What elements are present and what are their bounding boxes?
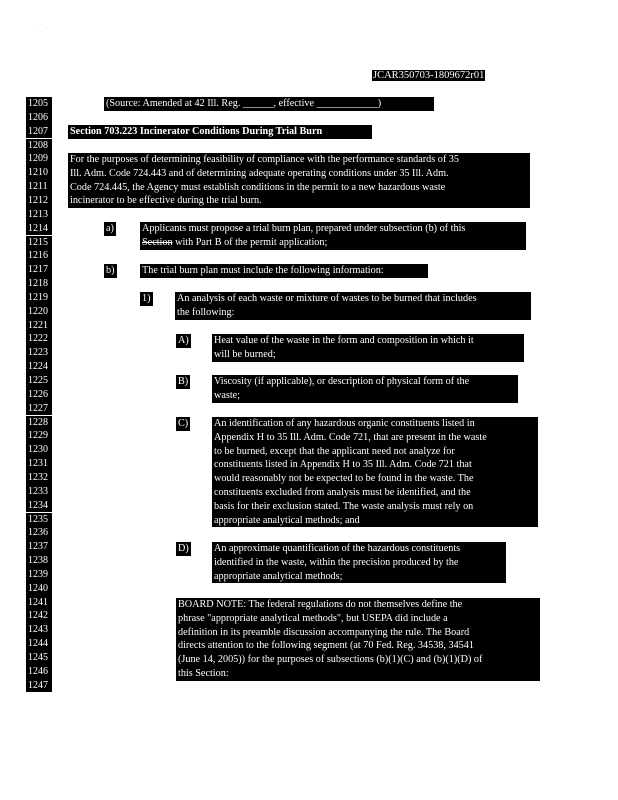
board-note (176, 598, 540, 681)
corner-marks: ' ' (34, 27, 49, 33)
line-number: 1222 (26, 332, 52, 346)
line-number: 1245 (26, 651, 52, 665)
item-b-label: b) (106, 265, 115, 276)
board-note-line: definition in its preamble discussion accompanying the rule. The Board (178, 626, 470, 638)
intro-line: Ill. Adm. Code 724.443 and of determining adequate operating conditions under 35 Ill. Adm. (70, 167, 449, 179)
item-C-line: basis for their exclusion stated. The waste analysis must rely on (214, 500, 474, 512)
item-1-line: An analysis of each waste or mixture of wastes to be burned that includes (177, 293, 477, 304)
line-number: 1240 (26, 582, 52, 596)
line-number: 1217 (26, 263, 52, 277)
item-C-line: would reasonably not be expected to be found in the waste. The (214, 473, 474, 485)
line-number: 1236 (26, 526, 52, 540)
line-number: 1213 (26, 208, 52, 222)
line-number: 1233 (26, 485, 52, 499)
line-number: 1228 (26, 416, 52, 430)
item-1-text (175, 292, 531, 320)
line-number: 1239 (26, 568, 52, 582)
line-number: 1227 (26, 402, 52, 416)
item-A-label: A) (178, 335, 189, 346)
item-C-line: appropriate analytical methods; and (214, 514, 360, 526)
item-C-line: to be burned, except that the applicant need not analyze for (214, 445, 455, 457)
line-number: 1234 (26, 499, 52, 513)
intro-line: Code 724.445, the Agency must establish conditions in the permit to a new hazardous waste (70, 181, 446, 193)
line-number: 1243 (26, 623, 52, 637)
item-C-label: C) (178, 418, 189, 429)
intro-line: incinerator to be effective during the trial burn. (70, 195, 262, 207)
source-note: (Source: Amended at 42 Ill. Reg. ______, effective ____________) (104, 97, 434, 111)
board-note-line: phrase "appropriate analytical methods", but USEPA did include a (178, 612, 448, 624)
line-number: 1237 (26, 540, 52, 554)
item-D-label: D) (178, 543, 189, 554)
section-heading: Section 703.223 Incinerator Conditions During Trial Burn (68, 125, 372, 139)
line-number: 1206 (26, 111, 52, 125)
item-C-line: Appendix H to 35 Ill. Adm. Code 721, that are present in the waste (214, 431, 487, 443)
line-number: 1235 (26, 513, 52, 527)
line-number: 1238 (26, 554, 52, 568)
intro-paragraph (68, 153, 530, 208)
line-number: 1212 (26, 194, 52, 208)
line-number: 1223 (26, 346, 52, 360)
item-a-line2 (142, 236, 524, 250)
line-number: 1214 (26, 222, 52, 236)
item-C-text (212, 417, 538, 527)
line-number: 1224 (26, 360, 52, 374)
line-number: 1209 (26, 152, 52, 166)
line-number: 1231 (26, 457, 52, 471)
line-number: 1210 (26, 166, 52, 180)
line-number: 1232 (26, 471, 52, 485)
item-B-line: Viscosity (if applicable), or description of physical form of the (214, 376, 470, 387)
item-1-label: 1) (142, 293, 151, 304)
board-note-line: this Section: (178, 667, 229, 679)
item-C-line: An identification of any hazardous organic constituents listed in (214, 418, 475, 429)
item-a-line2-rest: with Part B of the permit application; (172, 236, 328, 248)
line-number: 1219 (26, 291, 52, 305)
item-D-text (212, 542, 506, 583)
item-a-label: a) (106, 223, 114, 234)
line-number: 1220 (26, 305, 52, 319)
line-number: 1225 (26, 374, 52, 388)
line-number: 1211 (26, 180, 52, 194)
line-number: 1215 (26, 236, 52, 250)
item-D-line: An approximate quantification of the hazardous constituents (214, 543, 461, 554)
item-D-line: appropriate analytical methods; (214, 570, 343, 582)
item-B-text (212, 375, 518, 403)
line-number: 1244 (26, 637, 52, 651)
line-number: 1207 (26, 125, 52, 139)
item-C-line: constituents listed in Appendix H to 35 Ill. Adm. Code 721 that (214, 459, 472, 471)
item-a-text (140, 222, 526, 250)
line-number: 1229 (26, 429, 52, 443)
line-number: 1241 (26, 596, 52, 610)
item-A-line: Heat value of the waste in the form and composition in which it (214, 335, 474, 346)
line-number: 1230 (26, 443, 52, 457)
document-id: JCAR350703-1809672r01 (373, 70, 485, 81)
line-number: 1205 (26, 97, 52, 111)
line-number: 1242 (26, 609, 52, 623)
line-number: 1226 (26, 388, 52, 402)
item-A-line: will be burned; (214, 348, 276, 360)
struck-text: Section (142, 236, 173, 248)
line-number: 1208 (26, 139, 52, 153)
line-number: 1247 (26, 679, 52, 693)
line-number: 1216 (26, 249, 52, 263)
line-number: 1221 (26, 319, 52, 333)
item-A-text (212, 334, 524, 362)
board-note-line: directs attention to the following segment (at 70 Fed. Reg. 34538, 34541 (178, 640, 474, 652)
intro-line: For the purposes of determining feasibility of compliance with the performance standards of 35 (70, 154, 459, 165)
item-D-line: identified in the waste, within the precision produced by the (214, 556, 459, 568)
line-number: 1246 (26, 665, 52, 679)
board-note-line: BOARD NOTE: The federal regulations do not themselves define the (178, 599, 463, 610)
item-B-line: waste; (214, 389, 241, 401)
item-B-label: B) (178, 376, 189, 387)
item-1-line: the following: (177, 306, 235, 318)
item-a-line: Applicants must propose a trial burn plan, prepared under subsection (b) of this (142, 223, 466, 234)
board-note-line: (June 14, 2005)) for the purposes of subsections (b)(1)(C) and (b)(1)(D) of (178, 654, 483, 666)
item-C-line: constituents excluded from analysis must be identified, and the (214, 486, 471, 498)
item-b-text: The trial burn plan must include the following information: (140, 264, 428, 278)
line-number: 1218 (26, 277, 52, 291)
